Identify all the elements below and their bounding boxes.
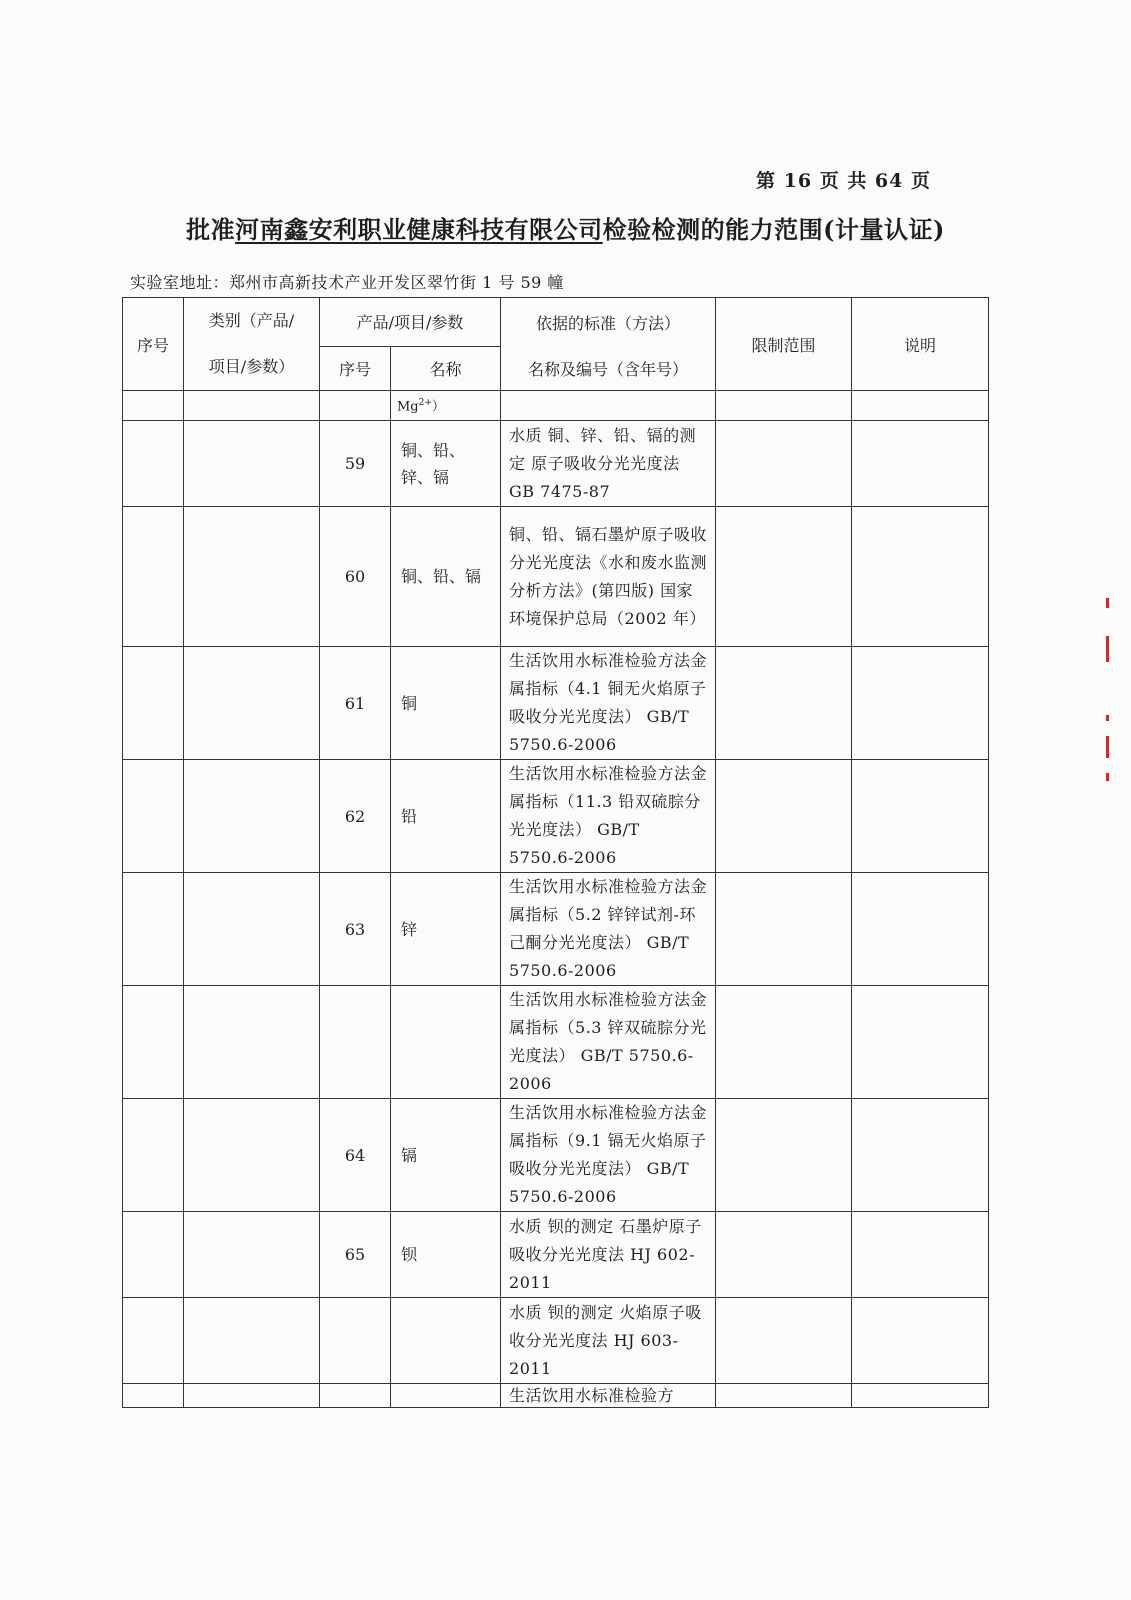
capability-table <box>122 297 989 1408</box>
row-num <box>320 1384 391 1408</box>
header-product-group: 产品/项目/参数 <box>320 298 501 347</box>
row-num <box>320 1298 391 1384</box>
title-company: 河南鑫安利职业健康科技有限公司 <box>235 215 603 244</box>
table-row-continuation <box>123 391 989 421</box>
row-num: 63 <box>320 873 391 986</box>
row-standard: 生活饮用水标准检验方法金属指标（9.1 镉无火焰原子吸收分光光度法） GB/T 5750.6-2006 <box>501 1099 716 1212</box>
table-row <box>123 760 989 873</box>
lab-address: 实验室地址：郑州市高新技术产业开发区翠竹街 1 号 59 幢 <box>130 273 564 292</box>
header-category-line1: 类别（产品/ <box>208 311 295 330</box>
mg-text: Mg <box>397 399 419 415</box>
row-num: 60 <box>320 507 391 647</box>
header-row-1 <box>123 298 989 347</box>
row-standard: 生活饮用水标准检验方法金属指标（11.3 铅双硫腙分光光度法） GB/T 5750.6-2006 <box>501 760 716 873</box>
row-name <box>391 986 501 1099</box>
header-sub-name: 名称 <box>391 346 501 390</box>
header-note: 说明 <box>852 298 989 391</box>
row-standard: 生活饮用水标准检验方法金属指标（5.2 锌锌试剂-环己酮分光光度法） GB/T 5750.6-2006 <box>501 873 716 986</box>
table-row <box>123 1099 989 1212</box>
row-name <box>391 1298 501 1384</box>
row-name: 铜、铅、镉 <box>391 507 501 647</box>
scan-edge-mark <box>1106 773 1109 781</box>
cell-category <box>184 391 320 421</box>
scan-edge-mark <box>1106 715 1109 721</box>
title-suffix: 检验检测的能力范围(计量认证) <box>602 215 945 244</box>
row-num: 64 <box>320 1099 391 1212</box>
row-num: 59 <box>320 421 391 507</box>
row-standard: 铜、铅、镉石墨炉原子吸收分光光度法《水和废水监测分析方法》(第四版) 国家环境保护总局（2002 年） <box>501 507 716 647</box>
page-number: 第 16 页 共 64 页 <box>756 170 931 192</box>
table-row <box>123 873 989 986</box>
row-standard: 水质 钡的测定 火焰原子吸收分光光度法 HJ 603-2011 <box>501 1298 716 1384</box>
scan-edge-mark <box>1106 598 1109 608</box>
row-standard: 水质 铜、锌、铅、镉的测定 原子吸收分光光度法 GB 7475-87 <box>501 421 716 507</box>
cell-seq <box>123 391 184 421</box>
row-num <box>320 986 391 1099</box>
cell-limit <box>716 391 852 421</box>
scan-edge-mark <box>1106 636 1109 662</box>
scan-edge-mark <box>1106 736 1109 758</box>
row-num: 61 <box>320 647 391 760</box>
row-name: 锌 <box>391 873 501 986</box>
cell-num <box>320 391 391 421</box>
row-standard: 生活饮用水标准检验方法金属指标（4.1 铜无火焰原子吸收分光光度法） GB/T 5750.6-2006 <box>501 647 716 760</box>
title-prefix: 批准 <box>186 215 236 244</box>
row-standard: 生活饮用水标准检验方法金属指标（5.3 锌双硫腙分光光度法） GB/T 5750.6-2006 <box>501 986 716 1099</box>
cell-note <box>852 391 989 421</box>
row-name: 铅 <box>391 760 501 873</box>
table-row <box>123 986 989 1099</box>
table-row <box>123 507 989 647</box>
header-sub-seq: 序号 <box>320 346 391 390</box>
table-row <box>123 1212 989 1298</box>
row-standard: 水质 钡的测定 石墨炉原子吸收分光光度法 HJ 602-2011 <box>501 1212 716 1298</box>
row-name: 镉 <box>391 1099 501 1212</box>
header-category <box>184 298 320 391</box>
table-row <box>123 1384 989 1408</box>
header-seq: 序号 <box>123 298 184 391</box>
mg-close: ） <box>431 399 445 415</box>
header-standard-line1: 依据的标准（方法） <box>501 298 716 347</box>
header-standard-line2: 名称及编号（含年号） <box>501 346 716 390</box>
header-limit: 限制范围 <box>716 298 852 391</box>
row-name: 铜、铅、锌、镉 <box>391 421 501 507</box>
row-name <box>391 1384 501 1408</box>
row-name: 铜 <box>391 647 501 760</box>
table-row <box>123 421 989 507</box>
document-title <box>0 210 1131 245</box>
cell-standard <box>501 391 716 421</box>
row-standard: 生活饮用水标准检验方 <box>501 1384 716 1408</box>
row-name: 钡 <box>391 1212 501 1298</box>
table-row <box>123 647 989 760</box>
header-category-line2: 项目/参数） <box>208 357 295 376</box>
table-row <box>123 1298 989 1384</box>
mg-superscript: 2+ <box>418 398 432 409</box>
cell-name-continuation <box>391 391 501 421</box>
row-num: 62 <box>320 760 391 873</box>
row-num: 65 <box>320 1212 391 1298</box>
